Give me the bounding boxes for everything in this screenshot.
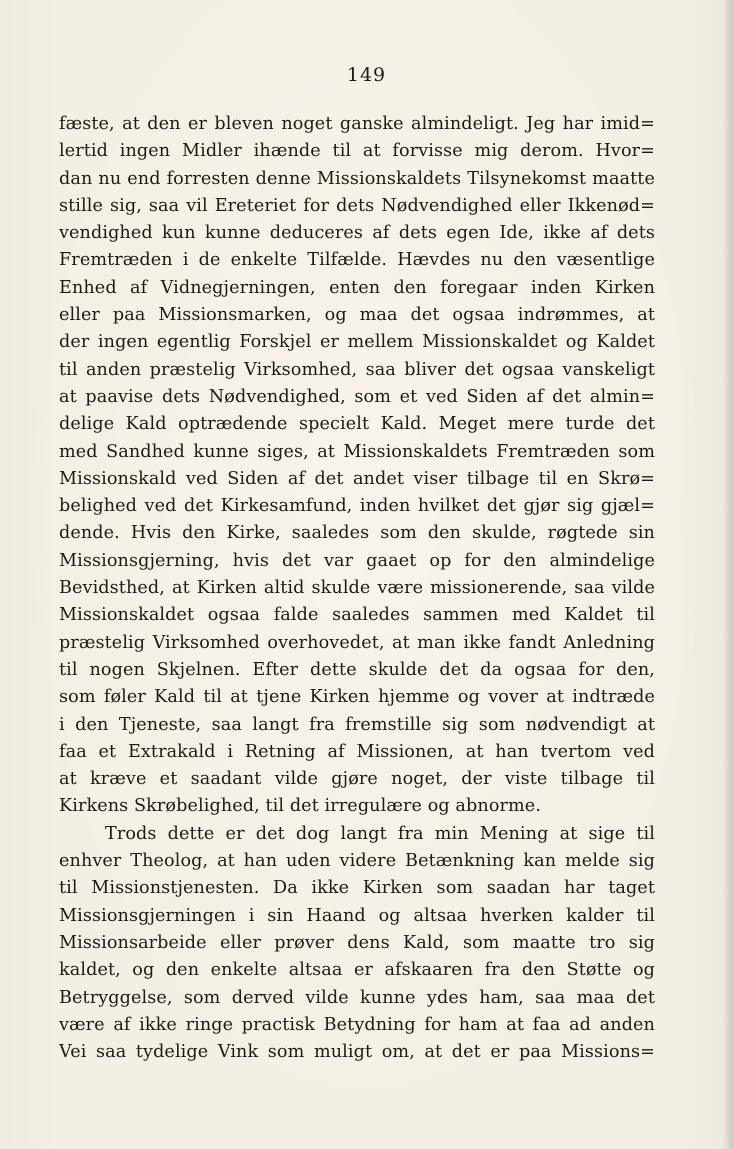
text-line: til anden præstelig Virksomhed, saa bliver det ogsaa vanskeligt — [59, 359, 655, 380]
text-line: at paavise dets Nødvendighed, som et ved Siden af det almin= — [59, 386, 655, 407]
text-line: Fremtræden i de enkelte Tilfælde. Hævdes nu den væsentlige — [59, 250, 655, 271]
text-line: Betryggelse, som derved vilde kunne ydes ham, saa maa det — [59, 987, 655, 1008]
text-line: kaldet, og den enkelte altsaa er afskaaren fra den Støtte og — [59, 960, 655, 981]
text-line: belighed ved det Kirkesamfund, inden hvilket det gjør sig gjæl= — [59, 496, 655, 517]
text-line: Kirkens Skrøbelighed, til det irregulære og abnorme. — [59, 796, 542, 817]
paragraph — [59, 821, 655, 1067]
text-line: dan nu end forresten denne Missionskaldets Tilsynekomst maatte — [59, 168, 655, 189]
text-line: Missionsarbeide eller prøver dens Kald, som maatte tro sig — [59, 932, 655, 953]
text-line: Enhed af Vidnegjerningen, enten den foregaar inden Kirken — [59, 277, 655, 298]
page-edge-shadow — [723, 0, 733, 1149]
text-line: Vei saa tydelige Vink som muligt om, at det er paa Missions= — [59, 1042, 655, 1063]
text-line: faa et Extrakald i Retning af Missionen, at han tvertom ved — [59, 741, 655, 762]
text-line: lertid ingen Midler ihænde til at forvisse mig derom. Hvor= — [59, 141, 655, 162]
text-line: der ingen egentlig Forskjel er mellem Missionskaldet og Kaldet — [59, 332, 655, 353]
text-line: præstelig Virksomhed overhovedet, at man ikke fandt Anledning — [59, 632, 655, 653]
text-line: Bevidsthed, at Kirken altid skulde være missionerende, saa vilde — [59, 578, 655, 599]
page-number: 149 — [346, 64, 387, 86]
text-line: stille sig, saa vil Ereteriet for dets Nødvendighed eller Ikkenød= — [59, 195, 655, 216]
text-line: Trods dette er det dog langt fra min Mening at sige til — [105, 823, 655, 844]
text-line: Missionskaldet ogsaa falde saaledes sammen med Kaldet til — [59, 605, 655, 626]
text-line: dende. Hvis den Kirke, saaledes som den skulde, røgtede sin — [59, 523, 655, 544]
text-line: delige Kald optrædende specielt Kald. Meget mere turde det — [59, 414, 655, 435]
body-text — [59, 111, 655, 1066]
text-line: Missionsgjerning, hvis det var gaaet op for den almindelige — [59, 550, 655, 571]
text-line: eller paa Missionsmarken, og maa det ogsaa indrømmes, at — [59, 305, 655, 326]
text-line: Missionskald ved Siden af det andet viser tilbage til en Skrø= — [59, 468, 655, 489]
text-line: vendighed kun kunne deduceres af dets egen Ide, ikke af dets — [59, 223, 655, 244]
text-line: at kræve et saadant vilde gjøre noget, der viste tilbage til — [59, 769, 655, 790]
text-line: enhver Theolog, at han uden videre Betænkning kan melde sig — [59, 851, 655, 872]
text-line: til nogen Skjelnen. Efter dette skulde det da ogsaa for den, — [59, 659, 655, 680]
text-line: fæste, at den er bleven noget ganske almindeligt. Jeg har imid= — [59, 114, 655, 134]
text-line: i den Tjeneste, saa langt fra fremstille sig som nødvendigt at — [59, 714, 655, 735]
paragraph — [59, 111, 655, 821]
text-line: Missionsgjerningen i sin Haand og altsaa hverken kalder til — [59, 905, 655, 926]
text-line: til Missionstjenesten. Da ikke Kirken som saadan har taget — [59, 878, 655, 899]
text-line: som føler Kald til at tjene Kirken hjemme og vover at indtræde — [59, 687, 655, 708]
text-line: være af ikke ringe practisk Betydning for ham at faa ad anden — [59, 1014, 655, 1035]
text-line: med Sandhed kunne siges, at Missionskaldets Fremtræden som — [59, 441, 655, 462]
